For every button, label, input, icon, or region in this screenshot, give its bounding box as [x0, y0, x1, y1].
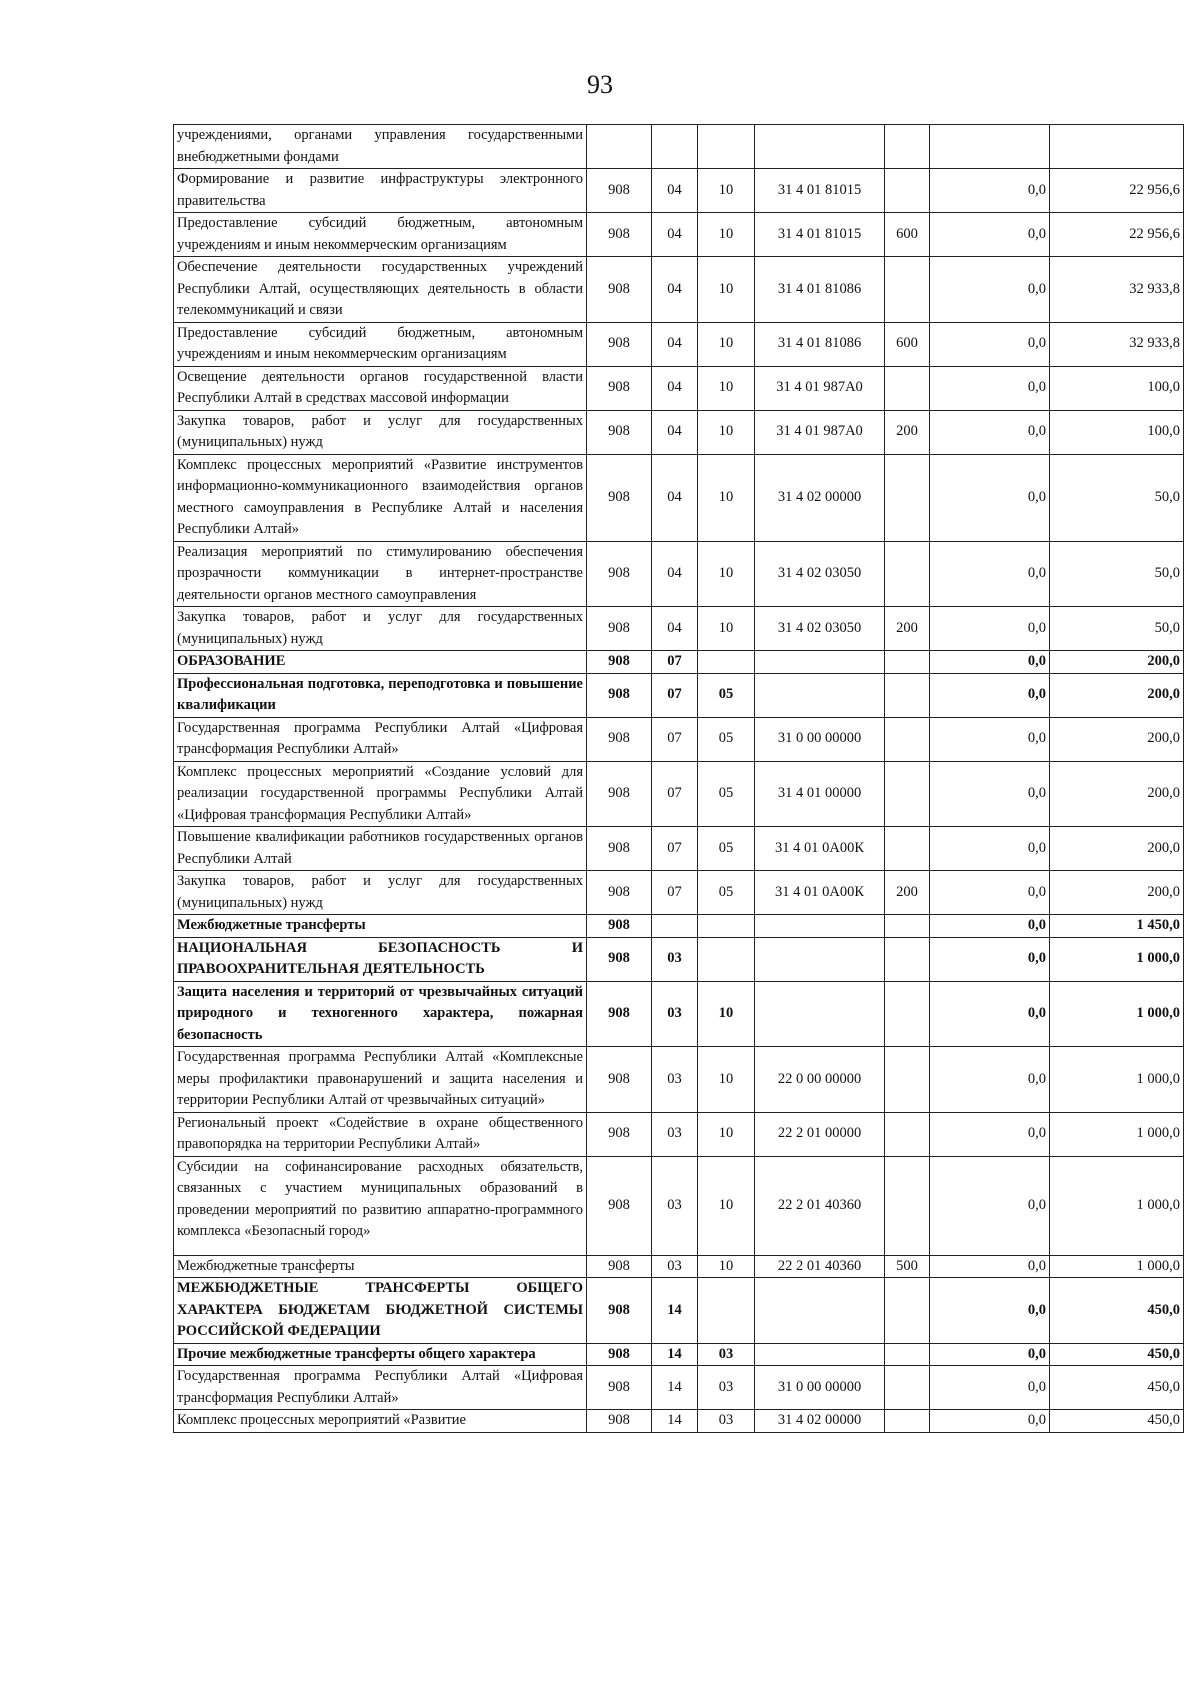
grbs-code: 908	[587, 937, 652, 981]
row-name: ОБРАЗОВАНИЕ	[174, 651, 587, 674]
grbs-code: 908	[587, 322, 652, 366]
grbs-code: 908	[587, 1410, 652, 1433]
target-article-code: 31 4 01 81015	[755, 213, 885, 257]
section-code: 04	[652, 410, 698, 454]
amount-2: 200,0	[1050, 827, 1184, 871]
grbs-code: 908	[587, 1047, 652, 1113]
expense-type-code	[885, 827, 930, 871]
grbs-code: 908	[587, 454, 652, 541]
expense-type-code: 200	[885, 410, 930, 454]
section-code: 03	[652, 1156, 698, 1255]
amount-2: 200,0	[1050, 651, 1184, 674]
table-row	[174, 125, 1184, 169]
grbs-code: 908	[587, 366, 652, 410]
amount-1: 0,0	[930, 1343, 1050, 1366]
section-code: 04	[652, 541, 698, 607]
grbs-code: 908	[587, 607, 652, 651]
subsection-code	[698, 915, 755, 938]
amount-2: 200,0	[1050, 871, 1184, 915]
expense-type-code: 600	[885, 322, 930, 366]
expense-type-code	[885, 761, 930, 827]
subsection-code: 10	[698, 1112, 755, 1156]
table-row	[174, 1047, 1184, 1113]
amount-1: 0,0	[930, 1366, 1050, 1410]
amount-2: 450,0	[1050, 1410, 1184, 1433]
expense-type-code: 500	[885, 1255, 930, 1278]
section-code: 04	[652, 213, 698, 257]
table-row	[174, 541, 1184, 607]
expense-type-code	[885, 981, 930, 1047]
expense-type-code	[885, 1047, 930, 1113]
subsection-code: 10	[698, 213, 755, 257]
row-name: МЕЖБЮДЖЕТНЫЕ ТРАНСФЕРТЫ ОБЩЕГО ХАРАКТЕРА БЮДЖЕТАМ БЮДЖЕТНОЙ СИСТЕМЫ РОССИЙСКОЙ ФЕДЕРАЦИИ	[174, 1278, 587, 1344]
grbs-code: 908	[587, 1156, 652, 1255]
subsection-code	[698, 937, 755, 981]
target-article-code: 22 0 00 00000	[755, 1047, 885, 1113]
subsection-code: 10	[698, 607, 755, 651]
amount-1: 0,0	[930, 717, 1050, 761]
table-row	[174, 169, 1184, 213]
expense-type-code	[885, 257, 930, 323]
amount-2: 200,0	[1050, 717, 1184, 761]
section-code: 03	[652, 1047, 698, 1113]
row-name: Формирование и развитие инфраструктуры электронного правительства	[174, 169, 587, 213]
grbs-code: 908	[587, 213, 652, 257]
subsection-code: 05	[698, 717, 755, 761]
section-code: 04	[652, 366, 698, 410]
target-article-code	[755, 1343, 885, 1366]
section-code: 03	[652, 937, 698, 981]
row-name: Межбюджетные трансферты	[174, 1255, 587, 1278]
subsection-code: 10	[698, 366, 755, 410]
target-article-code: 31 4 01 00000	[755, 761, 885, 827]
row-name: Повышение квалификации работников государственных органов Республики Алтай	[174, 827, 587, 871]
table-row	[174, 673, 1184, 717]
section-code: 03	[652, 981, 698, 1047]
amount-2: 1 000,0	[1050, 1112, 1184, 1156]
amount-1: 0,0	[930, 761, 1050, 827]
row-name: Освещение деятельности органов государственной власти Республики Алтай в средствах массовой информации	[174, 366, 587, 410]
amount-2: 50,0	[1050, 454, 1184, 541]
subsection-code: 10	[698, 454, 755, 541]
target-article-code: 31 0 00 00000	[755, 717, 885, 761]
row-name: Межбюджетные трансферты	[174, 915, 587, 938]
row-name: Субсидии на софинансирование расходных обязательств, связанных с участием муниципальных образований в проведении мероприятий по развитию аппаратно-программного комплекса «Безопасный город»	[174, 1156, 587, 1255]
table-row	[174, 1278, 1184, 1344]
table-row	[174, 717, 1184, 761]
grbs-code: 908	[587, 1112, 652, 1156]
section-code: 03	[652, 1112, 698, 1156]
grbs-code: 908	[587, 717, 652, 761]
amount-1: 0,0	[930, 169, 1050, 213]
amount-1: 0,0	[930, 541, 1050, 607]
subsection-code: 10	[698, 1047, 755, 1113]
table-row	[174, 322, 1184, 366]
row-name: Закупка товаров, работ и услуг для государственных (муниципальных) нужд	[174, 871, 587, 915]
grbs-code: 908	[587, 541, 652, 607]
amount-1: 0,0	[930, 257, 1050, 323]
amount-2: 50,0	[1050, 541, 1184, 607]
target-article-code: 31 4 02 00000	[755, 1410, 885, 1433]
subsection-code: 05	[698, 673, 755, 717]
amount-2: 50,0	[1050, 607, 1184, 651]
amount-1: 0,0	[930, 1255, 1050, 1278]
table-row	[174, 366, 1184, 410]
amount-1: 0,0	[930, 651, 1050, 674]
row-name: Комплекс процессных мероприятий «Развитие инструментов информационно-коммуникационного взаимодействия органов местного самоуправления в Республике Алтай и населения Республики Алтай»	[174, 454, 587, 541]
section-code	[652, 125, 698, 169]
amount-1: 0,0	[930, 673, 1050, 717]
target-article-code: 31 4 01 81015	[755, 169, 885, 213]
amount-2: 1 450,0	[1050, 915, 1184, 938]
table-row	[174, 937, 1184, 981]
amount-1: 0,0	[930, 981, 1050, 1047]
amount-2: 22 956,6	[1050, 213, 1184, 257]
expense-type-code	[885, 1112, 930, 1156]
table-row	[174, 410, 1184, 454]
section-code: 07	[652, 717, 698, 761]
section-code: 04	[652, 607, 698, 651]
amount-1: 0,0	[930, 915, 1050, 938]
amount-2: 1 000,0	[1050, 1156, 1184, 1255]
grbs-code: 908	[587, 1255, 652, 1278]
target-article-code	[755, 673, 885, 717]
section-code: 14	[652, 1278, 698, 1344]
target-article-code: 22 2 01 00000	[755, 1112, 885, 1156]
grbs-code: 908	[587, 871, 652, 915]
amount-2: 1 000,0	[1050, 1047, 1184, 1113]
section-code: 07	[652, 673, 698, 717]
table-row	[174, 871, 1184, 915]
amount-1: 0,0	[930, 871, 1050, 915]
grbs-code: 908	[587, 651, 652, 674]
section-code: 14	[652, 1343, 698, 1366]
expense-type-code	[885, 673, 930, 717]
expense-type-code	[885, 1278, 930, 1344]
subsection-code: 10	[698, 541, 755, 607]
subsection-code: 05	[698, 871, 755, 915]
target-article-code	[755, 125, 885, 169]
expense-type-code: 200	[885, 871, 930, 915]
table-row	[174, 1410, 1184, 1433]
target-article-code: 31 0 00 00000	[755, 1366, 885, 1410]
amount-2: 1 000,0	[1050, 1255, 1184, 1278]
subsection-code: 05	[698, 761, 755, 827]
section-code	[652, 915, 698, 938]
amount-2: 100,0	[1050, 410, 1184, 454]
expense-type-code	[885, 1156, 930, 1255]
row-name: Комплекс процессных мероприятий «Создание условий для реализации государственной программы Республики Алтай «Цифровая трансформация Республики Алтай»	[174, 761, 587, 827]
row-name: Профессиональная подготовка, переподготовка и повышение квалификации	[174, 673, 587, 717]
table-row	[174, 761, 1184, 827]
row-name: Комплекс процессных мероприятий «Развитие	[174, 1410, 587, 1433]
amount-2: 450,0	[1050, 1366, 1184, 1410]
amount-2	[1050, 125, 1184, 169]
expense-type-code: 600	[885, 213, 930, 257]
subsection-code	[698, 651, 755, 674]
grbs-code: 908	[587, 761, 652, 827]
table-row	[174, 915, 1184, 938]
table-row	[174, 827, 1184, 871]
grbs-code: 908	[587, 410, 652, 454]
table-row	[174, 1255, 1184, 1278]
row-name: Прочие межбюджетные трансферты общего характера	[174, 1343, 587, 1366]
target-article-code: 31 4 01 987А0	[755, 366, 885, 410]
section-code: 04	[652, 322, 698, 366]
row-name: НАЦИОНАЛЬНАЯ БЕЗОПАСНОСТЬ И ПРАВООХРАНИТЕЛЬНАЯ ДЕЯТЕЛЬНОСТЬ	[174, 937, 587, 981]
expense-type-code	[885, 125, 930, 169]
amount-1: 0,0	[930, 1278, 1050, 1344]
row-name: Реализация мероприятий по стимулированию обеспечения прозрачности коммуникации в интернет-пространстве деятельности органов местного самоуправления	[174, 541, 587, 607]
amount-1: 0,0	[930, 827, 1050, 871]
subsection-code: 03	[698, 1366, 755, 1410]
section-code: 07	[652, 761, 698, 827]
target-article-code: 31 4 02 03050	[755, 607, 885, 651]
target-article-code: 22 2 01 40360	[755, 1255, 885, 1278]
expense-type-code	[885, 937, 930, 981]
grbs-code: 908	[587, 981, 652, 1047]
section-code: 04	[652, 257, 698, 323]
amount-1: 0,0	[930, 322, 1050, 366]
expense-type-code	[885, 717, 930, 761]
amount-2: 22 956,6	[1050, 169, 1184, 213]
subsection-code: 10	[698, 169, 755, 213]
subsection-code: 10	[698, 1255, 755, 1278]
subsection-code: 10	[698, 322, 755, 366]
expense-type-code	[885, 366, 930, 410]
amount-1: 0,0	[930, 1112, 1050, 1156]
table-row	[174, 1112, 1184, 1156]
table-row	[174, 454, 1184, 541]
amount-1: 0,0	[930, 1156, 1050, 1255]
target-article-code	[755, 937, 885, 981]
target-article-code: 31 4 01 81086	[755, 257, 885, 323]
amount-1: 0,0	[930, 1047, 1050, 1113]
target-article-code: 31 4 02 00000	[755, 454, 885, 541]
amount-1: 0,0	[930, 410, 1050, 454]
table-body	[174, 125, 1184, 1433]
amount-2: 450,0	[1050, 1278, 1184, 1344]
subsection-code: 10	[698, 410, 755, 454]
expense-type-code	[885, 1410, 930, 1433]
table-row	[174, 1366, 1184, 1410]
amount-1: 0,0	[930, 937, 1050, 981]
row-name: Защита населения и территорий от чрезвычайных ситуаций природного и техногенного характера, пожарная безопасность	[174, 981, 587, 1047]
row-name: Закупка товаров, работ и услуг для государственных (муниципальных) нужд	[174, 607, 587, 651]
amount-2: 200,0	[1050, 761, 1184, 827]
subsection-code: 05	[698, 827, 755, 871]
row-name: учреждениями, органами управления государственными внебюджетными фондами	[174, 125, 587, 169]
amount-2: 1 000,0	[1050, 981, 1184, 1047]
target-article-code: 31 4 01 987А0	[755, 410, 885, 454]
row-name: Предоставление субсидий бюджетным, автономным учреждениям и иным некоммерческим организациям	[174, 213, 587, 257]
amount-2: 200,0	[1050, 673, 1184, 717]
grbs-code: 908	[587, 169, 652, 213]
amount-2: 1 000,0	[1050, 937, 1184, 981]
expense-type-code	[885, 541, 930, 607]
table-row	[174, 651, 1184, 674]
amount-2: 100,0	[1050, 366, 1184, 410]
section-code: 07	[652, 871, 698, 915]
section-code: 03	[652, 1255, 698, 1278]
page-number: 93	[587, 70, 613, 99]
section-code: 07	[652, 651, 698, 674]
grbs-code: 908	[587, 257, 652, 323]
target-article-code: 31 4 01 81086	[755, 322, 885, 366]
subsection-code: 03	[698, 1410, 755, 1433]
grbs-code: 908	[587, 673, 652, 717]
subsection-code	[698, 125, 755, 169]
row-name: Государственная программа Республики Алтай «Комплексные меры профилактики правонарушений и защита населения и территории Республики Алтай от чрезвычайных ситуаций»	[174, 1047, 587, 1113]
subsection-code	[698, 1278, 755, 1344]
grbs-code: 908	[587, 1343, 652, 1366]
amount-1: 0,0	[930, 454, 1050, 541]
row-name: Государственная программа Республики Алтай «Цифровая трансформация Республики Алтай»	[174, 1366, 587, 1410]
amount-1: 0,0	[930, 366, 1050, 410]
amount-1: 0,0	[930, 607, 1050, 651]
row-name: Обеспечение деятельности государственных учреждений Республики Алтай, осуществляющих деятельность в области телекоммуникаций и связи	[174, 257, 587, 323]
amount-2: 32 933,8	[1050, 322, 1184, 366]
target-article-code: 22 2 01 40360	[755, 1156, 885, 1255]
table-row	[174, 981, 1184, 1047]
expense-type-code	[885, 454, 930, 541]
subsection-code: 10	[698, 981, 755, 1047]
table-row	[174, 1156, 1184, 1255]
section-code: 07	[652, 827, 698, 871]
grbs-code: 908	[587, 915, 652, 938]
target-article-code: 31 4 01 0А00К	[755, 871, 885, 915]
grbs-code: 908	[587, 827, 652, 871]
target-article-code	[755, 915, 885, 938]
amount-2: 450,0	[1050, 1343, 1184, 1366]
grbs-code: 908	[587, 1278, 652, 1344]
table-row	[174, 607, 1184, 651]
amount-1: 0,0	[930, 1410, 1050, 1433]
target-article-code: 31 4 02 03050	[755, 541, 885, 607]
grbs-code	[587, 125, 652, 169]
row-name: Региональный проект «Содействие в охране общественного правопорядка на территории Республики Алтай»	[174, 1112, 587, 1156]
expense-type-code	[885, 651, 930, 674]
subsection-code: 10	[698, 257, 755, 323]
table-row	[174, 213, 1184, 257]
row-name: Закупка товаров, работ и услуг для государственных (муниципальных) нужд	[174, 410, 587, 454]
target-article-code	[755, 651, 885, 674]
amount-1	[930, 125, 1050, 169]
budget-table	[173, 124, 1184, 1433]
subsection-code: 03	[698, 1343, 755, 1366]
expense-type-code	[885, 169, 930, 213]
expense-type-code: 200	[885, 607, 930, 651]
section-code: 14	[652, 1410, 698, 1433]
amount-2: 32 933,8	[1050, 257, 1184, 323]
expense-type-code	[885, 1343, 930, 1366]
subsection-code: 10	[698, 1156, 755, 1255]
table-row	[174, 1343, 1184, 1366]
target-article-code	[755, 1278, 885, 1344]
section-code: 14	[652, 1366, 698, 1410]
target-article-code	[755, 981, 885, 1047]
section-code: 04	[652, 454, 698, 541]
table-row	[174, 257, 1184, 323]
expense-type-code	[885, 1366, 930, 1410]
grbs-code: 908	[587, 1366, 652, 1410]
amount-1: 0,0	[930, 213, 1050, 257]
row-name: Государственная программа Республики Алтай «Цифровая трансформация Республики Алтай»	[174, 717, 587, 761]
expense-type-code	[885, 915, 930, 938]
section-code: 04	[652, 169, 698, 213]
row-name: Предоставление субсидий бюджетным, автономным учреждениям и иным некоммерческим организациям	[174, 322, 587, 366]
target-article-code: 31 4 01 0А00К	[755, 827, 885, 871]
